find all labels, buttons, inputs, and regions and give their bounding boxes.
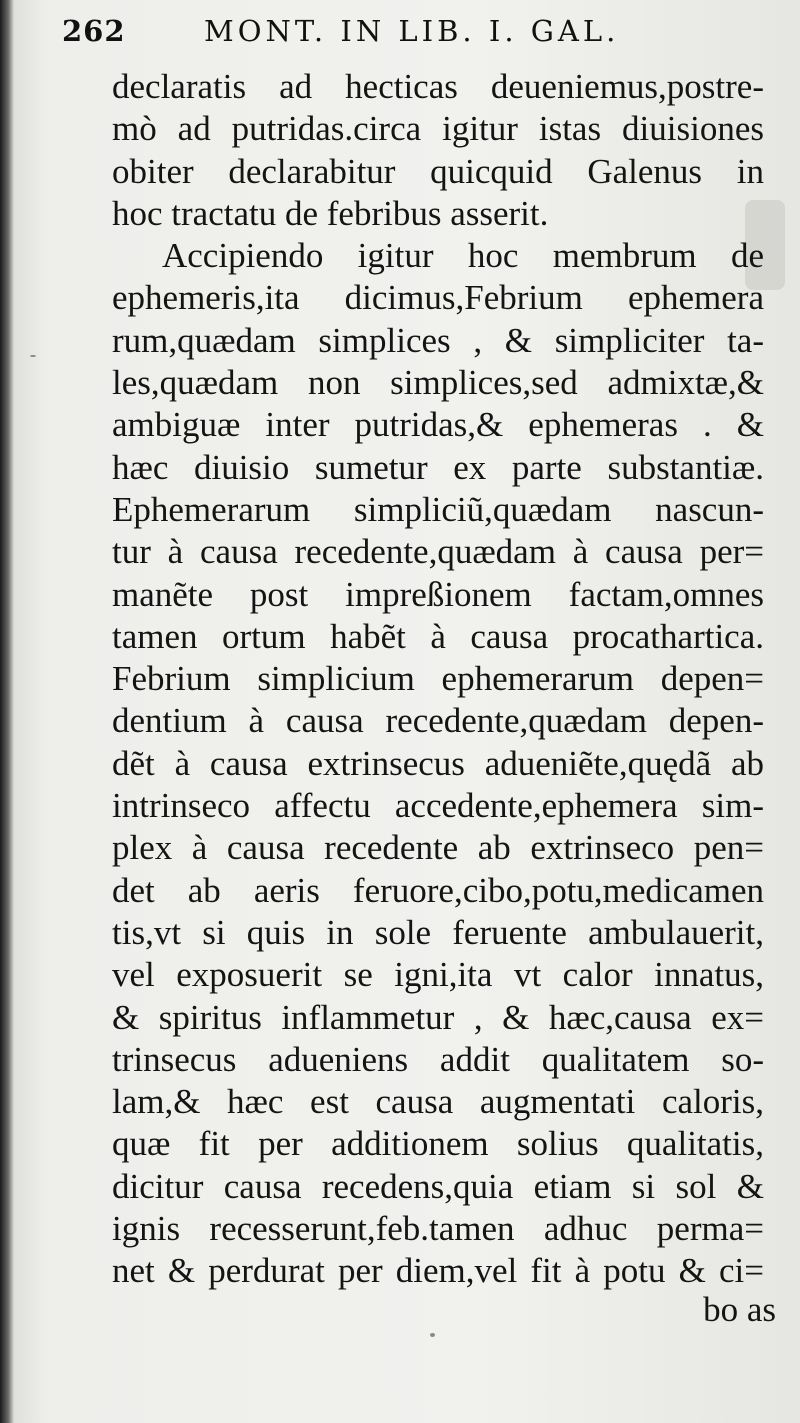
text-line: ambiguæ inter putridas,& ephemeras . & (112, 405, 764, 445)
text-line: & spiritus inflammetur , & hæc,causa ex= (112, 997, 764, 1037)
running-head (62, 14, 782, 58)
running-title: MONT. IN LIB. I. GAL. (204, 14, 620, 48)
text-line: dẽt à causa extrinsecus adueniẽte,quędã ab (112, 743, 764, 783)
text-line: rum,quædam simplices , & simpliciter ta- (112, 320, 764, 360)
text-line: mò ad putridas.circa igitur istas diuisiones (112, 109, 764, 149)
text-line: tis,vt si quis in sole feruente ambulauerit, (112, 912, 764, 952)
text-line: Accipiendo igitur hoc membrum de (162, 236, 764, 276)
text-line: hæc diuisio sumetur ex parte substantiæ. (112, 447, 764, 487)
text-line: obiter declarabitur quicquid Galenus in (112, 151, 764, 191)
text-line: Ephemerarum simpliciũ,quædam nascun- (112, 489, 764, 529)
ink-speck (30, 355, 36, 357)
text-line: vel exposuerit se igni,ita vt calor innatus, (112, 955, 764, 995)
text-line: lam,& hæc est causa augmentati caloris, (112, 1082, 764, 1122)
text-line: quæ fit per additionem solius qualitatis, (112, 1124, 764, 1164)
text-line: tur à causa recedente,quædam à causa per= (112, 532, 764, 572)
text-line: les,quædam non simplices,sed admixtæ,& (112, 363, 764, 403)
ink-speck (430, 1333, 435, 1337)
text-line: net & perdurat per diem,vel fit à potu & ci= (112, 1251, 764, 1291)
text-line: dicitur causa recedens,quia etiam si sol & (112, 1166, 764, 1206)
text-line: ignis recesserunt,feb.tamen adhuc perma= (112, 1209, 764, 1249)
text-line: plex à causa recedente ab extrinseco pen= (112, 828, 764, 868)
text-line: tamen ortum habẽt à causa procathartica. (112, 616, 764, 656)
text-line: dentium à causa recedente,quædam depen- (112, 701, 764, 741)
binding-gutter-shadow (0, 0, 14, 1423)
body-text (112, 66, 764, 1293)
text-line: hoc tractatu de febribus asserit. (112, 193, 549, 233)
text-line: intrinseco affectu accedente,ephemera sim- (112, 786, 764, 826)
catchword: bo as (703, 1290, 776, 1329)
page-number: 262 (62, 14, 126, 48)
text-line: trinsecus adueniens addit qualitatem so- (112, 1039, 764, 1079)
text-line: det ab aeris feruore,cibo,potu,medicamen (112, 870, 764, 910)
text-line: declaratis ad hecticas deueniemus,postre- (112, 67, 764, 106)
text-line: ephemeris,ita dicimus,Febrium ephemera (112, 278, 764, 318)
text-line: manẽte post impreßionem factam,omnes (112, 574, 764, 614)
text-line: Febrium simplicium ephemerarum depen= (112, 659, 764, 699)
